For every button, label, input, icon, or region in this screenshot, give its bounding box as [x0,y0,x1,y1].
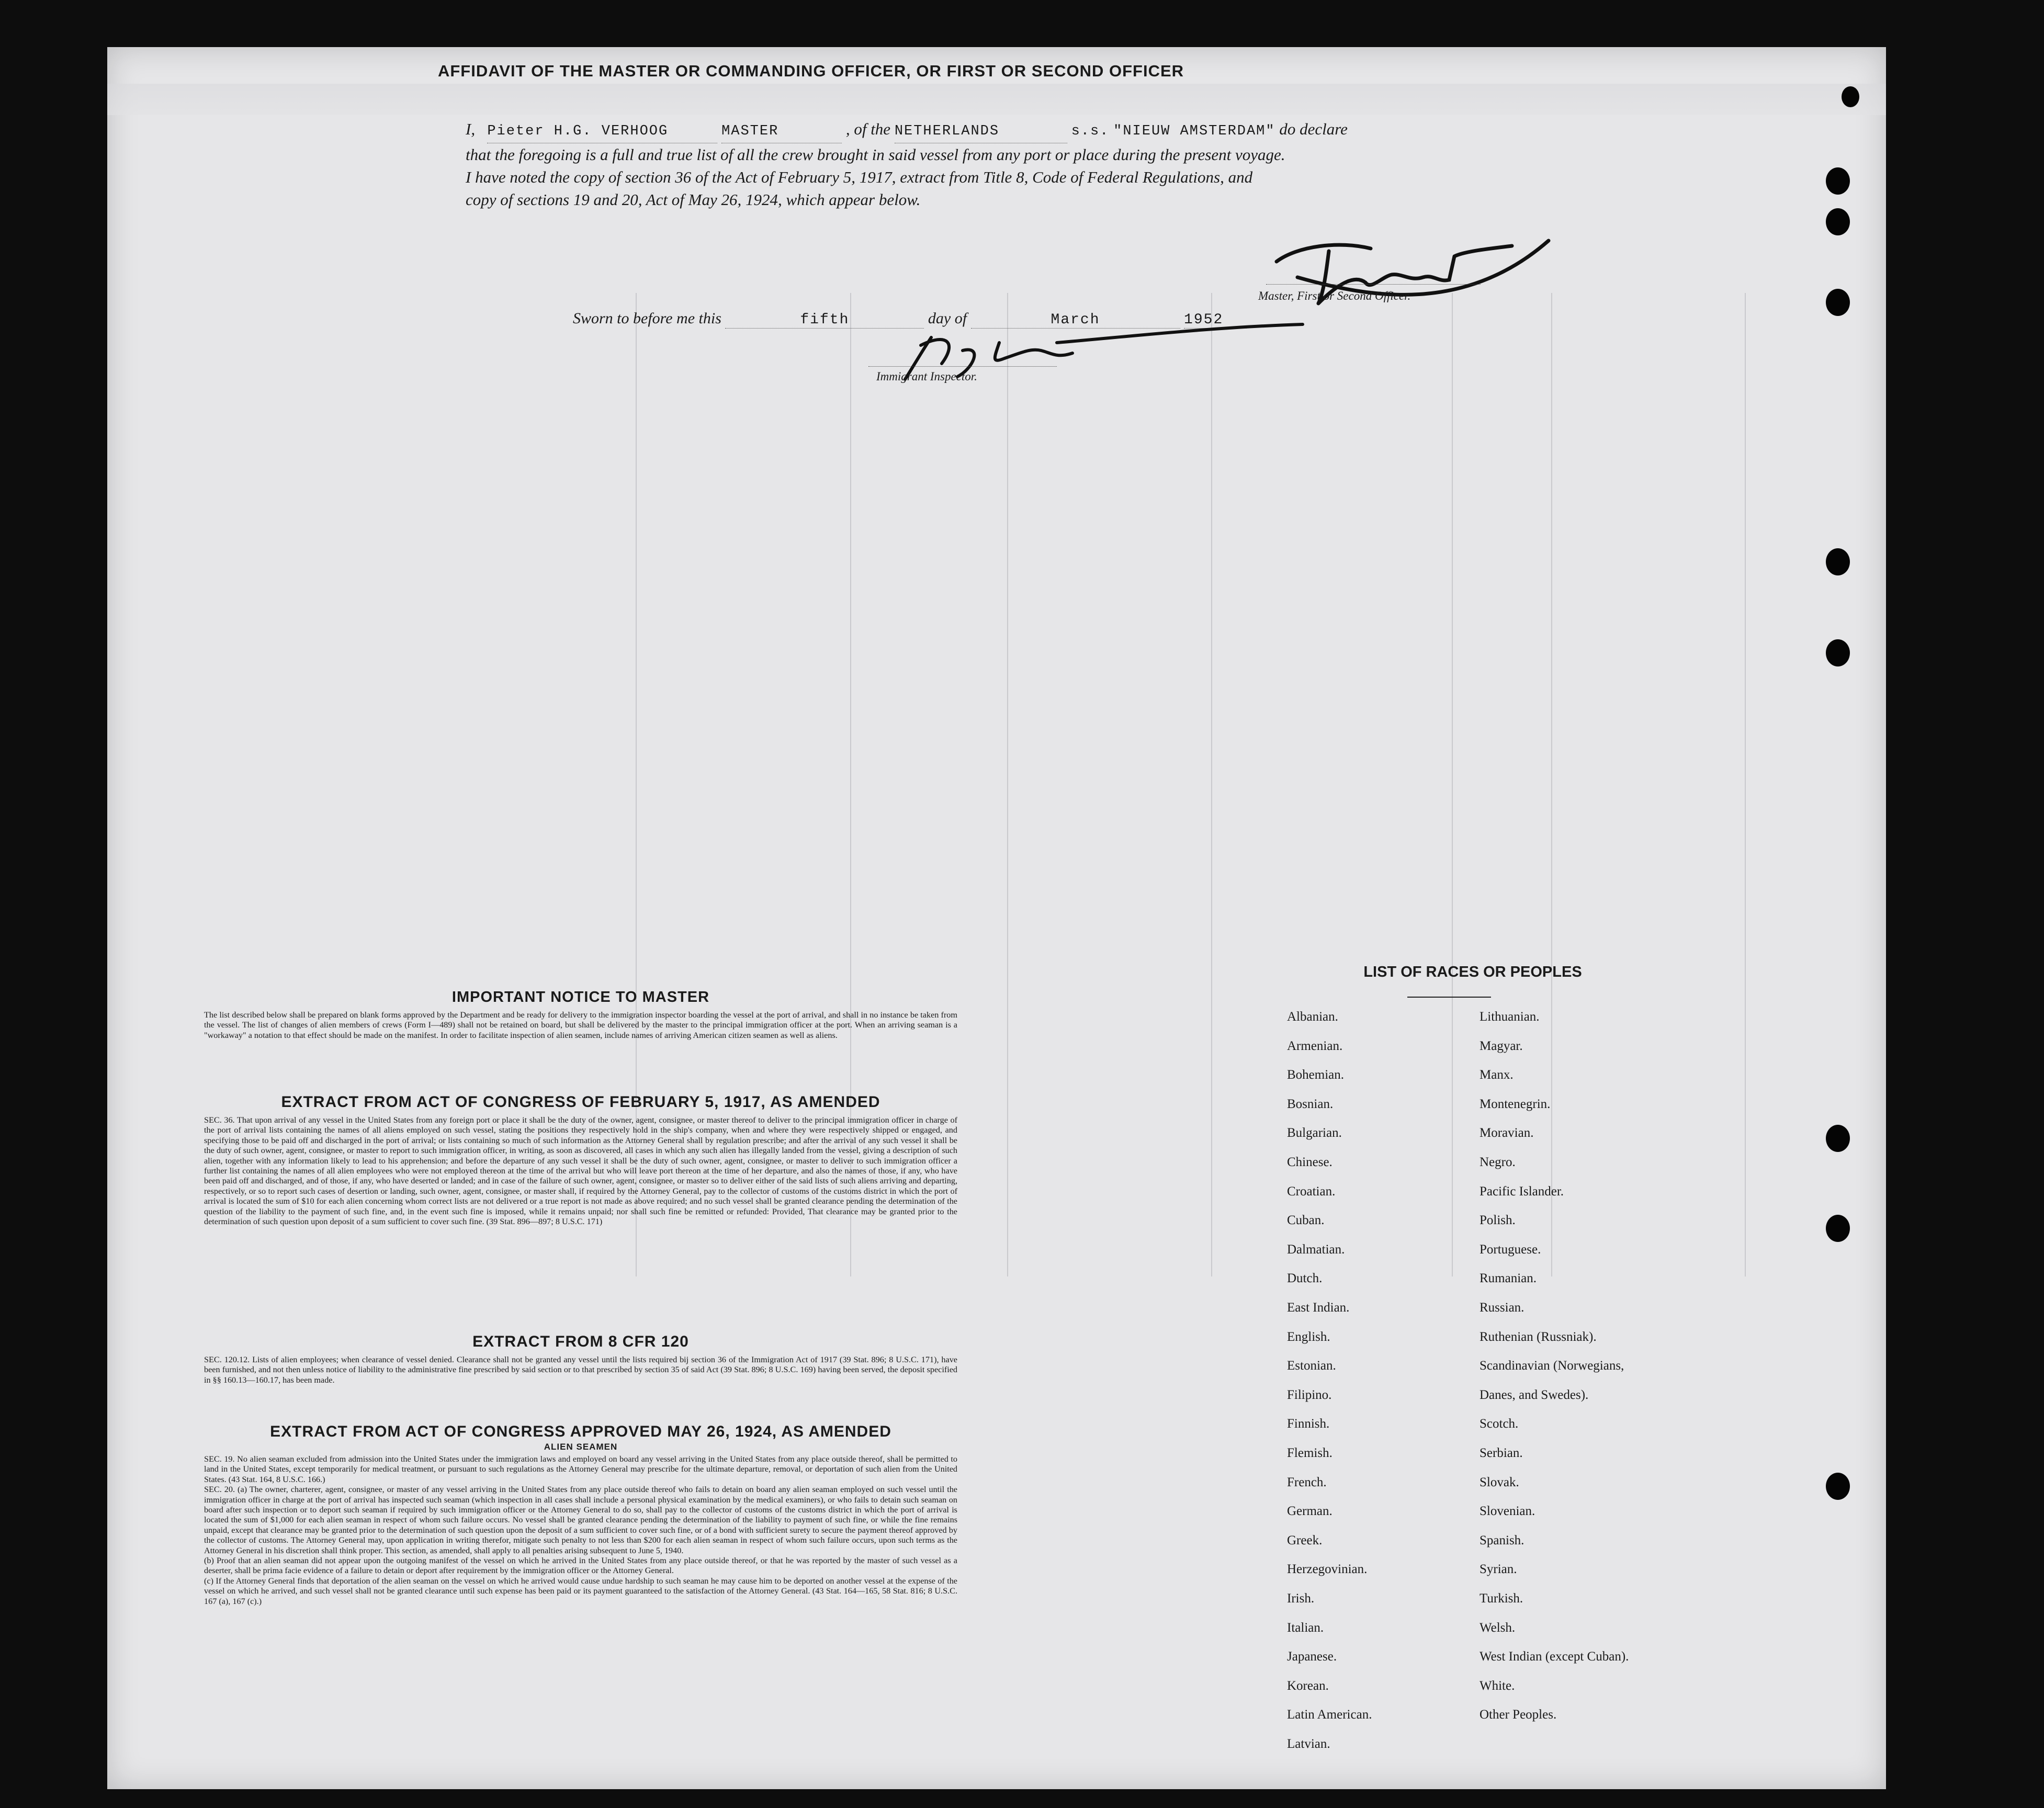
race-item: Armenian. [1287,1039,1343,1053]
important-notice [204,989,957,1041]
race-item: Manx. [1480,1068,1514,1082]
sworn-prefix: Sworn to before me this [573,310,721,327]
race-item: Croatian. [1287,1184,1336,1199]
master-signature-label: Master, First or Second Officer. [1258,289,1411,302]
extract-cfr-title: EXTRACT FROM 8 CFR 120 [472,1333,689,1350]
extract-1924-subtitle: ALIEN SEAMEN [544,1442,618,1452]
race-item: Other Peoples. [1480,1708,1557,1722]
declarant-prefix: I, [466,120,476,138]
punch-hole [1826,548,1850,575]
race-item: Herzegovinian. [1287,1562,1368,1576]
punch-hole [1826,167,1850,195]
extract-1917-title: EXTRACT FROM ACT OF CONGRESS OF FEBRUARY 5, 1917, AS AMENDED [281,1093,880,1111]
extract-1924-title: EXTRACT FROM ACT OF CONGRESS APPROVED MAY 26, 1924, AS AMENDED [270,1423,891,1440]
race-item: Scandinavian (Norwegians, [1480,1359,1624,1373]
bleed-through-rule [1745,293,1746,1276]
extract-1924 [204,1423,957,1607]
race-item: Bohemian. [1287,1068,1345,1082]
notice-title: IMPORTANT NOTICE TO MASTER [451,989,710,1005]
race-item: Dutch. [1287,1271,1323,1285]
race-item: Syrian. [1480,1562,1517,1576]
race-item: French. [1287,1475,1327,1489]
race-item: Cuban. [1287,1213,1325,1227]
punch-hole [1826,1125,1850,1152]
race-item: English. [1287,1330,1330,1344]
race-item: Spanish. [1480,1533,1524,1547]
race-item: Russian. [1480,1301,1524,1315]
race-item: Finnish. [1287,1417,1330,1431]
extract-1917 [204,1093,957,1227]
race-item: Lithuanian. [1480,1010,1540,1024]
declaration-line-1 [466,118,1501,143]
race-item: Bosnian. [1287,1097,1334,1111]
do-declare-label: do declare [1279,120,1348,138]
race-item: Greek. [1287,1533,1323,1547]
race-item: Serbian. [1480,1446,1523,1460]
race-item: Ruthenian (Russniak). [1480,1330,1597,1344]
declaration-line-2: that the foregoing is a full and true list of all the crew brought in said vessel from any port or place during the present voyage. [466,145,1285,164]
master-signature [1266,225,1559,319]
vessel-name-field: "NIEUW AMSTERDAM" [1113,123,1275,139]
inspector-label: Immigrant Inspector. [876,370,977,383]
extract-1924-sec20b: (b) Proof that an alien seaman did not appear upon the outgoing manifest of the vessel on which he arrived in the United States from any place outside thereof, or that he was reported by the master of such vessel as a deserter, shall be prima facie evidence of a failure to detain or deport after requirement by the immigration officer or the Attorney General. [204,1556,957,1576]
bleed-through-rule [1452,293,1453,1276]
master-name-field: Pieter H.G. VERHOOG [487,120,717,143]
races-title-rule [1407,997,1491,998]
declaration-line-3: I have noted the copy of section 36 of the Act of February 5, 1917, extract from Title 8, Code of Federal Regulations, and [466,168,1253,186]
race-item: Polish. [1480,1213,1516,1227]
race-item: West Indian (except Cuban). [1480,1649,1629,1664]
race-item: Albanian. [1287,1010,1338,1024]
race-item: East Indian. [1287,1301,1350,1315]
races-title: LIST OF RACES OR PEOPLES [1363,964,1582,980]
race-item: Chinese. [1287,1155,1332,1169]
race-item: Portuguese. [1480,1242,1541,1257]
extract-1924-sec20c: (c) If the Attorney General finds that deportation of the alien seaman on the vessel on which he arrived would cause undue hardship to such seaman he may cause him to be deported on another vessel at the expense of the vessel on which he arrived, and such vessel shall not be granted clearance until such expense has been paid or its payment guaranteed to the satisfaction of the Attorney General. (43 Stat. 164—165, 58 Stat. 816; 8 U.S.C. 167 (a), 167 (c).) [204,1576,957,1606]
sworn-month-field: March [971,312,1180,329]
inspector-signature-line [868,366,1057,367]
extract-1924-sec19: SEC. 19. No alien seaman excluded from admission into the United States under the immigration laws and employed on board any vessel arriving in the United States from any place outside thereof, shall be permitted to land in the United States, except temporarily for medical treatment, or pursuant to such regulations as the Attorney General may prescribe for the ultimate departure, removal, or deportation of such alien from the United States. (43 Stat. 164, 8 U.S.C. 166.) [204,1454,957,1484]
race-item: Danes, and Swedes). [1480,1388,1589,1402]
race-item: Bulgarian. [1287,1126,1342,1140]
bleed-through-rule [1007,293,1008,1276]
race-item: Slovenian. [1480,1504,1535,1518]
race-item: German. [1287,1504,1332,1518]
extract-cfr [204,1333,957,1385]
race-item: Magyar. [1480,1039,1523,1053]
race-item: Estonian. [1287,1359,1336,1373]
master-signature-line [1266,284,1481,285]
notice-body: The list described below shall be prepared on blank forms approved by the Department and be ready for delivery to the immigration inspector boarding the vessel at the port of arrival, and shall in no instance be taken from the vessel. The list of changes of alien members of crews (Form I—489) shall not be retained on board, but shall be delivered by the master to the principal immigration officer at the port. When an arriving seaman is a "workaway" a notation to that effect should be made on the manifest. In order to facilitate inspection of alien seamen, include names of arriving American citizen seamen as well as aliens. [204,1010,957,1040]
punch-hole [1826,1215,1850,1242]
race-item: Rumanian. [1480,1271,1537,1285]
race-item: Pacific Islander. [1480,1184,1564,1199]
sworn-day-field: fifth [725,312,924,329]
race-item: White. [1480,1679,1515,1693]
extract-1917-body: SEC. 36. That upon arrival of any vessel in the United States from any foreign port or place it shall be the duty of the owner, agent, consignee, or master thereof to deliver to the principal immigration officer in charge of the port of arrival lists containing the names of all aliens employed on such vessel, stating the positions they respectively hold in the ship's company, when and where they were respectively shipped or engaged, and specifying those to be paid off and discharged in the port of arrival; or lists containing so much of such information as the Attorney General shall by regulation prescribe; and after the arrival of any such vessel it shall be the duty of such owner, agent, consignee, or master to report to such immigration officer, in writing, as soon as discovered, all cases in which any such alien has illegally landed from the vessel, giving a description of such alien, together with any information likely to lead to his apprehension; and before the departure of any such vessel it shall be the duty of such owner, agent, consignee, or master to deliver to such immigration officer a further list containing the names of all alien employees who were not employed thereon at the time of the arrival but who will leave port thereon at the time of her departure, and also the names of those, if any, who have been paid off and discharged, and of those, if any, who have deserted or landed; and in case of the failure of such owner, agent, consignee, or master so to deliver either of the said lists of such aliens arriving and departing, respectively, or so to report such cases of desertion or landing, such owner, agent, consignee, or master shall, if required by the Attorney General, pay to the collector of customs of the customs district in which the port of arrival is located the sum of $10 for each alien concerning whom correct lists are not delivered or a true report is not made as above required; and no such vessel shall be granted clearance pending the determination of the question of the liability to the payment of such fine, and, in the event such fine is imposed, while it remains unpaid; nor shall such fine be remitted or refunded: Provided, That clearance may be granted prior to the determination of such question upon deposit of a sum sufficient to cover such fine. (39 Stat. 896—897; 8 U.S.C. 171) [204,1115,957,1227]
affidavit-title-text: AFFIDAVIT OF THE MASTER OR COMMANDING OFFICER, OR FIRST OR SECOND OFFICER [437,62,1184,80]
race-item: Negro. [1480,1155,1516,1169]
extract-1924-sec20a: SEC. 20. (a) The owner, charterer, agent, consignee, or master of any vessel arriving in the United States from any place outside thereof who fails to detain on board any alien seaman employed on such vessel until the immigration officer in charge at the port of arrival has inspected such seaman (which inspection in all cases shall include a personal physical examination by the medical examiners), or who fails to detain such seaman on board after such inspection or to deport such seaman if required by such immigration officer or the Attorney General to do so, shall pay to the collector of customs of the customs district in which the port of arrival is located the sum of $1,000 for each alien seaman in respect of whom such failure occurs. No vessel shall be granted clearance pending the determination of the liability to payment of such fine, or while the fine remains unpaid, except that clearance may be granted prior to the determination of such question upon the deposit of a sum sufficient to cover such fine, or of a bond with sufficient surety to secure the payment thereof approved by the collector of customs. The Attorney General may, upon application in writing therefor, mitigate such penalty to not less than $200 for each alien seaman in respect of whom such failure occurs, upon such terms as the Attorney General in his discretion shall think proper. This section, as amended, shall apply to all penalties arising subsequent to June 5, 1940. [204,1485,957,1555]
punch-hole [1826,208,1850,235]
race-item: Scotch. [1480,1417,1519,1431]
race-item: Turkish. [1480,1591,1523,1606]
race-item: Filipino. [1287,1388,1332,1402]
race-item: Welsh. [1480,1621,1516,1635]
race-item: Korean. [1287,1679,1329,1693]
bleed-through-rule [1211,293,1212,1276]
punch-hole [1826,639,1850,666]
race-item: Latin American. [1287,1708,1372,1722]
punch-hole [1826,1473,1850,1500]
country-field: NETHERLANDS [895,120,1067,143]
bleed-through-rule [1551,293,1552,1276]
vessel-prefix: s.s. [1071,123,1110,139]
extract-cfr-body: SEC. 120.12. Lists of alien employees; when clearance of vessel denied. Clearance shall not be granted any vessel until the lists required bij section 36 of the Immigration Act of 1917 (39 Stat. 896; 8 U.S.C. 171), have been furnished, and not then unless notice of liability to the administrative fine prescribed by said section or to that prescribed by section 35 of said Act (39 Stat. 896; 8 U.S.C. 169) having been served, the deposit specified in §§ 160.13—160.17, has been made. [204,1355,957,1385]
race-item: Japanese. [1287,1649,1337,1664]
declaration-text [466,118,1501,211]
race-item: Moravian. [1480,1126,1534,1140]
race-item: Flemish. [1287,1446,1332,1460]
race-item: Italian. [1287,1621,1324,1635]
race-item: Irish. [1287,1591,1315,1606]
bleed-through-header [107,84,1886,115]
sworn-day-of: day of [928,310,967,327]
punch-hole [1842,86,1859,107]
race-item: Slovak. [1480,1475,1519,1489]
race-item: Montenegrin. [1480,1097,1551,1111]
punch-hole [1826,289,1850,316]
of-the-label: , of the [845,120,891,138]
race-item: Dalmatian. [1287,1242,1345,1257]
affidavit-title [392,62,1229,81]
sworn-year-field: 1952 [1184,312,1247,329]
declaration-line-4: copy of sections 19 and 20, Act of May 26, 1924, which appear below. [466,190,921,209]
race-item: Latvian. [1287,1737,1330,1751]
rank-field: MASTER [721,120,842,143]
